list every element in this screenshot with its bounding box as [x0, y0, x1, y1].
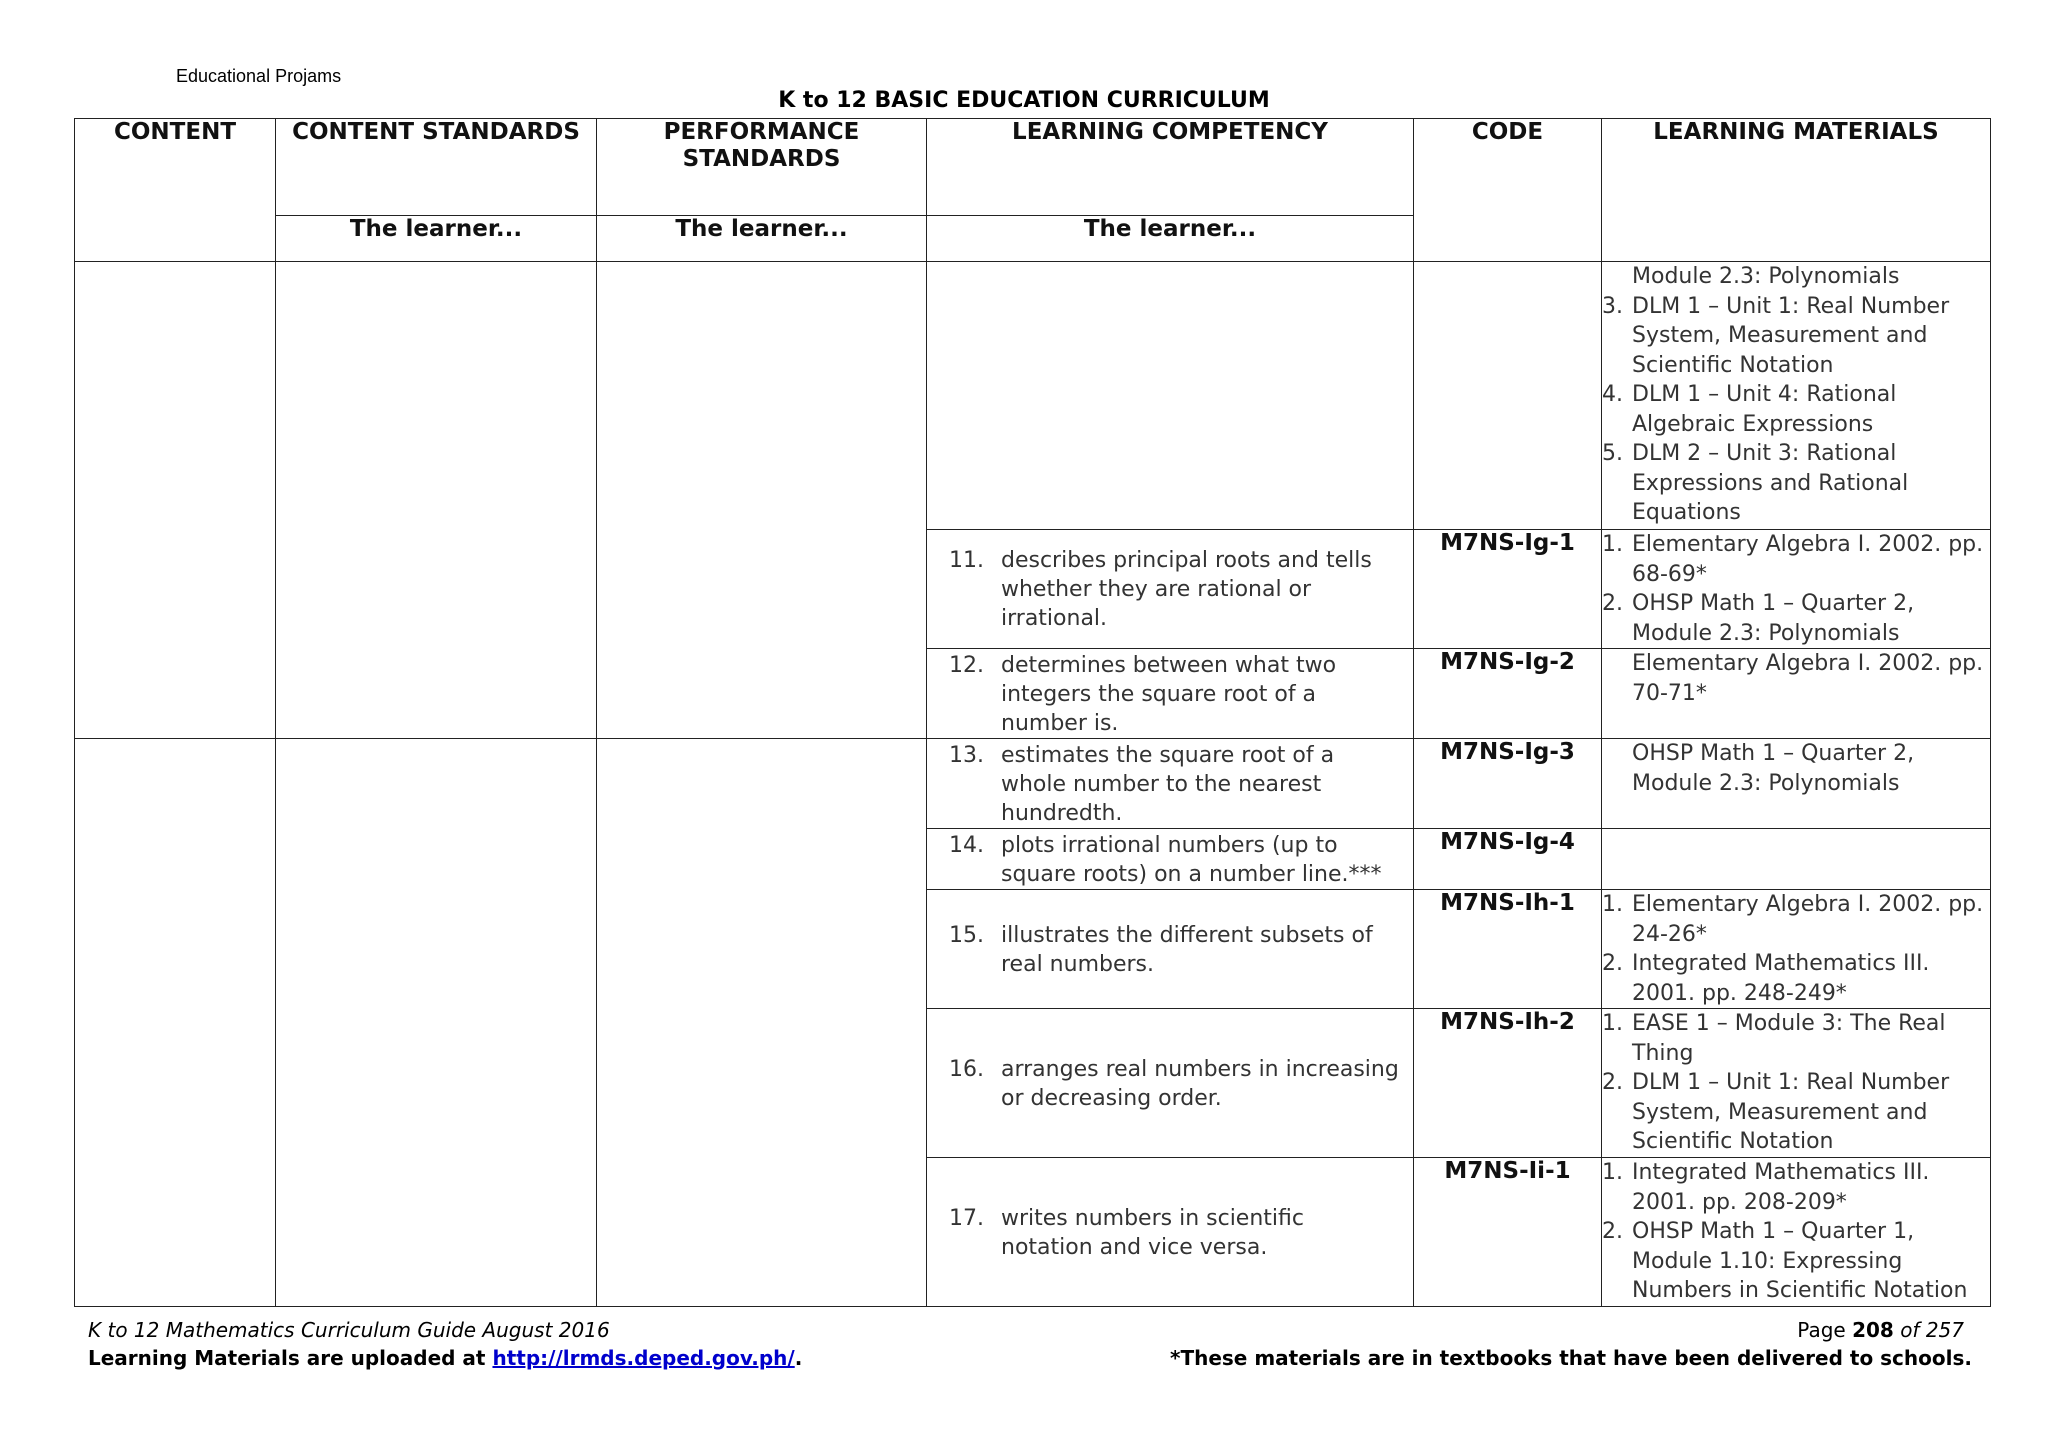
materials-cell: [1602, 530, 1991, 649]
lrmds-link[interactable]: http://lrmds.deped.gov.ph/: [492, 1346, 795, 1370]
code-cell: M7NS-Ih-2: [1414, 1009, 1602, 1158]
competency-cell: 12. determines between what two integers the square root of a number is.: [927, 649, 1414, 739]
page-label: Page: [1797, 1318, 1846, 1342]
material-item: 1. EASE 1 – Module 3: The Real Thing: [1602, 1011, 1946, 1066]
material-item: 2. Integrated Mathematics III. 2001. pp. 248-249*: [1602, 951, 1930, 1006]
table-row: [75, 739, 1991, 829]
content-cell: [75, 262, 276, 739]
footer-upload-note: [88, 1346, 802, 1370]
materials-cell: [1602, 649, 1991, 739]
competency-cell: 17. writes numbers in scientific notation and vice versa.: [927, 1158, 1414, 1307]
subheader-learner-content: The learner...: [276, 216, 597, 262]
header-learning-materials: LEARNING MATERIALS: [1602, 119, 1991, 262]
code-cell: M7NS-Ig-1: [1414, 530, 1602, 649]
curriculum-table: [74, 118, 1991, 1307]
header-content-standards: CONTENT STANDARDS: [276, 119, 597, 216]
document-title: K to 12 BASIC EDUCATION CURRICULUM: [778, 88, 1270, 113]
material-item: Module 2.3: Polynomials: [1632, 264, 1900, 289]
competency-cell: 16. arranges real numbers in increasing or decreasing order.: [927, 1009, 1414, 1158]
header-performance-standards: PERFORMANCE STANDARDS: [597, 119, 927, 216]
performance-standards-cell: [597, 739, 927, 1307]
materials-cell: [1602, 262, 1991, 530]
page-number: 208: [1852, 1318, 1894, 1342]
content-standards-cell: [276, 739, 597, 1307]
material-item: 3. DLM 1 – Unit 1: Real Number System, Measurement and Scientific Notation: [1602, 293, 1950, 378]
competency-cell: [927, 262, 1414, 530]
material-item: 4. DLM 1 – Unit 4: Rational Algebraic Expressions: [1602, 382, 1897, 437]
subheader-learner-performance: The learner...: [597, 216, 927, 262]
code-cell: M7NS-Ig-2: [1414, 649, 1602, 739]
materials-cell: [1602, 890, 1991, 1009]
footer-upload-prefix: Learning Materials are uploaded at: [88, 1346, 486, 1370]
footer-textbook-note: *These materials are in textbooks that have been delivered to schools.: [1170, 1346, 1972, 1370]
code-cell: M7NS-Ig-4: [1414, 829, 1602, 890]
competency-cell: 13. estimates the square root of a whole number to the nearest hundredth.: [927, 739, 1414, 829]
header-learning-competency: LEARNING COMPETENCY: [927, 119, 1414, 216]
materials-cell: [1602, 1158, 1991, 1307]
material-item: 1. Elementary Algebra I. 2002. pp. 68-69*: [1602, 532, 1984, 587]
content-cell: [75, 739, 276, 1307]
code-cell: M7NS-Ii-1: [1414, 1158, 1602, 1307]
performance-standards-cell: [597, 262, 927, 739]
material-item: 2. OHSP Math 1 – Quarter 1, Module 1.10: Expressing Numbers in Scientific Notation: [1602, 1219, 1968, 1303]
header-code: CODE: [1414, 119, 1602, 262]
header-content: CONTENT: [75, 119, 276, 262]
footer-guide: K to 12 Mathematics Curriculum Guide August 2016: [88, 1318, 610, 1342]
material-item: 5. DLM 2 – Unit 3: Rational Expressions and Rational Equations: [1602, 441, 1909, 525]
subheader-learner-competency: The learner...: [927, 216, 1414, 262]
code-cell: M7NS-Ih-1: [1414, 890, 1602, 1009]
page-total: of 257: [1900, 1318, 1964, 1342]
header-row: [75, 119, 1991, 216]
materials-cell: [1602, 739, 1991, 829]
competency-cell: 15. illustrates the different subsets of real numbers.: [927, 890, 1414, 1009]
materials-cell: [1602, 1009, 1991, 1158]
competency-cell: 14. plots irrational numbers (up to square roots) on a number line.***: [927, 829, 1414, 890]
materials-cell: [1602, 829, 1991, 890]
material-item: Elementary Algebra I. 2002. pp. 70-71*: [1632, 651, 1984, 706]
material-item: OHSP Math 1 – Quarter 2, Module 2.3: Polynomials: [1632, 741, 1915, 796]
footer-upload-suffix: .: [794, 1346, 803, 1370]
table-row: [75, 262, 1991, 530]
content-standards-cell: [276, 262, 597, 739]
code-cell: [1414, 262, 1602, 530]
competency-cell: 11. describes principal roots and tells whether they are rational or irrational.: [927, 530, 1414, 649]
material-item: 2. OHSP Math 1 – Quarter 2, Module 2.3: Polynomials: [1602, 591, 1915, 646]
material-item: 1. Integrated Mathematics III. 2001. pp. 208-209*: [1602, 1160, 1930, 1215]
code-cell: M7NS-Ig-3: [1414, 739, 1602, 829]
page-indicator: [1797, 1318, 1964, 1342]
material-item: 2. DLM 1 – Unit 1: Real Number System, Measurement and Scientific Notation: [1602, 1070, 1950, 1154]
material-item: 1. Elementary Algebra I. 2002. pp. 24-26*: [1602, 892, 1984, 947]
watermark: Educational Projams: [176, 66, 342, 86]
